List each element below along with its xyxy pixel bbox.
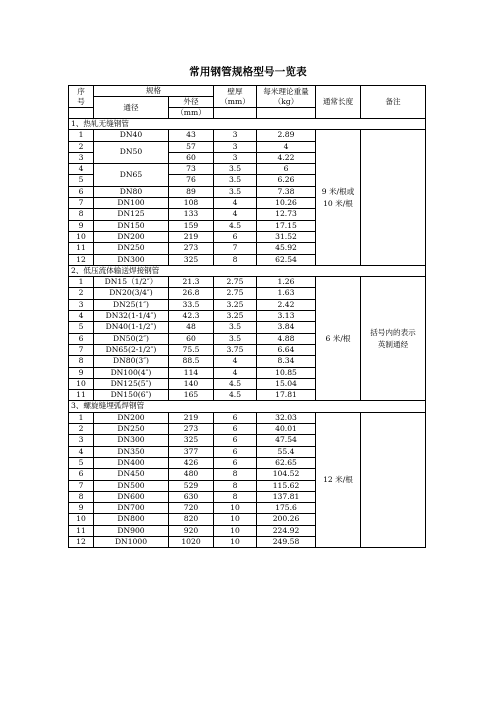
outer-diameter: 165 — [169, 390, 214, 401]
outer-diameter: 140 — [169, 378, 214, 389]
nominal-diameter: DN20(3/4″) — [94, 288, 169, 299]
weight-per-meter: 2.42 — [257, 299, 316, 310]
row-number: 9 — [69, 220, 94, 231]
section-header-row — [69, 401, 426, 412]
row-number: 9 — [69, 367, 94, 378]
weight-per-meter: 3.84 — [257, 322, 316, 333]
weight-per-meter: 200.26 — [257, 514, 316, 525]
wall-thickness: 10 — [214, 514, 257, 525]
nominal-diameter: DN80(3″) — [94, 356, 169, 367]
wall-thickness: 10 — [214, 525, 257, 536]
outer-diameter: 273 — [169, 424, 214, 435]
nominal-diameter: DN400 — [94, 457, 169, 468]
outer-diameter: 89 — [169, 186, 214, 197]
weight-per-meter: 4.88 — [257, 333, 316, 344]
nominal-diameter: DN500 — [94, 480, 169, 491]
row-number: 7 — [69, 198, 94, 209]
row-number: 2 — [69, 141, 94, 152]
weight-per-meter: 6.64 — [257, 344, 316, 355]
outer-diameter: 43 — [169, 130, 214, 141]
wall-thickness: 10 — [214, 536, 257, 547]
row-number: 6 — [69, 469, 94, 480]
row-number: 7 — [69, 344, 94, 355]
row-number: 10 — [69, 378, 94, 389]
nominal-diameter: DN40(1-1/2″) — [94, 322, 169, 333]
wall-thickness: 6 — [214, 435, 257, 446]
row-number: 10 — [69, 514, 94, 525]
wall-thickness: 6 — [214, 457, 257, 468]
outer-diameter: 480 — [169, 469, 214, 480]
weight-per-meter: 104.52 — [257, 469, 316, 480]
nominal-diameter: DN450 — [94, 469, 169, 480]
wall-thickness: 2.75 — [214, 277, 257, 288]
header-od-unit: （mm） — [169, 108, 214, 119]
nominal-diameter: DN600 — [94, 491, 169, 502]
header-weight: 每米理论重量 （kg） — [257, 86, 316, 108]
outer-diameter: 630 — [169, 491, 214, 502]
wall-thickness: 4.5 — [214, 390, 257, 401]
weight-per-meter: 3.13 — [257, 311, 316, 322]
row-number: 3 — [69, 299, 94, 310]
row-number: 9 — [69, 503, 94, 514]
weight-per-meter: 4 — [257, 141, 316, 152]
row-number: 1 — [69, 130, 94, 141]
section-header-row — [69, 265, 426, 276]
weight-per-meter: 249.58 — [257, 536, 316, 547]
steel-pipe-table — [68, 85, 426, 548]
page-title: 常用钢管规格型号一览表 — [189, 66, 307, 78]
wall-thickness: 4 — [214, 367, 257, 378]
section-title: 2、低压流体输送焊接钢管 — [69, 265, 426, 276]
row-number: 11 — [69, 243, 94, 254]
nominal-diameter: DN32(1-1/4″) — [94, 311, 169, 322]
wall-thickness: 3.5 — [214, 186, 257, 197]
nominal-diameter: DN150(6″) — [94, 390, 169, 401]
outer-diameter: 21.3 — [169, 277, 214, 288]
weight-per-meter: 15.04 — [257, 378, 316, 389]
row-number: 4 — [69, 311, 94, 322]
wall-thickness: 3.25 — [214, 299, 257, 310]
header-empty-seq — [69, 108, 94, 119]
weight-per-meter: 55.4 — [257, 446, 316, 457]
outer-diameter: 426 — [169, 457, 214, 468]
outer-diameter: 108 — [169, 198, 214, 209]
wall-thickness: 10 — [214, 503, 257, 514]
outer-diameter: 114 — [169, 367, 214, 378]
nominal-diameter: DN900 — [94, 525, 169, 536]
row-number: 11 — [69, 525, 94, 536]
wall-thickness: 4 — [214, 356, 257, 367]
outer-diameter: 33.5 — [169, 299, 214, 310]
row-number: 3 — [69, 435, 94, 446]
remark — [361, 130, 426, 266]
outer-diameter: 325 — [169, 254, 214, 265]
weight-per-meter: 17.81 — [257, 390, 316, 401]
outer-diameter: 529 — [169, 480, 214, 491]
outer-diameter: 325 — [169, 435, 214, 446]
usual-length: 12 米/根 — [316, 412, 361, 548]
header-nominal: 通径 — [94, 97, 169, 119]
outer-diameter: 159 — [169, 220, 214, 231]
weight-per-meter: 47.54 — [257, 435, 316, 446]
nominal-diameter: DN700 — [94, 503, 169, 514]
weight-per-meter: 12.73 — [257, 209, 316, 220]
weight-per-meter: 175.6 — [257, 503, 316, 514]
row-number: 1 — [69, 412, 94, 423]
weight-per-meter: 10.26 — [257, 198, 316, 209]
outer-diameter: 920 — [169, 525, 214, 536]
weight-per-meter: 224.92 — [257, 525, 316, 536]
row-number: 6 — [69, 333, 94, 344]
row-number: 11 — [69, 390, 94, 401]
wall-thickness: 2.75 — [214, 288, 257, 299]
row-number: 5 — [69, 457, 94, 468]
row-number: 7 — [69, 480, 94, 491]
nominal-diameter: DN15（1/2″） — [94, 277, 169, 288]
outer-diameter: 273 — [169, 243, 214, 254]
nominal-diameter: DN80 — [94, 186, 169, 197]
weight-per-meter: 1.26 — [257, 277, 316, 288]
wall-thickness: 3 — [214, 130, 257, 141]
weight-per-meter: 31.52 — [257, 231, 316, 242]
row-number: 8 — [69, 209, 94, 220]
weight-per-meter: 6.26 — [257, 175, 316, 186]
outer-diameter: 219 — [169, 231, 214, 242]
wall-thickness: 4.5 — [214, 378, 257, 389]
wall-thickness: 3.25 — [214, 311, 257, 322]
weight-per-meter: 2.89 — [257, 130, 316, 141]
weight-per-meter: 40.01 — [257, 424, 316, 435]
weight-per-meter: 32.03 — [257, 412, 316, 423]
weight-per-meter: 17.15 — [257, 220, 316, 231]
header-empty-wall — [214, 108, 257, 119]
usual-length: 9 米/根或 10 米/根 — [316, 130, 361, 266]
outer-diameter: 75.5 — [169, 344, 214, 355]
weight-per-meter: 7.38 — [257, 186, 316, 197]
outer-diameter: 377 — [169, 446, 214, 457]
row-number: 4 — [69, 164, 94, 175]
wall-thickness: 6 — [214, 424, 257, 435]
outer-diameter: 219 — [169, 412, 214, 423]
nominal-diameter: DN25(1″) — [94, 299, 169, 310]
header-od: 外径 — [169, 97, 214, 108]
table-row — [69, 412, 426, 423]
row-number: 5 — [69, 322, 94, 333]
section-title: 1、热轧无缝钢管 — [69, 119, 426, 130]
wall-thickness: 3 — [214, 152, 257, 163]
usual-length: 6 米/根 — [316, 277, 361, 401]
wall-thickness: 7 — [214, 243, 257, 254]
row-number: 2 — [69, 424, 94, 435]
row-number: 8 — [69, 356, 94, 367]
outer-diameter: 48 — [169, 322, 214, 333]
outer-diameter: 73 — [169, 164, 214, 175]
header-seq: 序 号 — [69, 86, 94, 108]
nominal-diameter: DN150 — [94, 220, 169, 231]
nominal-diameter: DN800 — [94, 514, 169, 525]
weight-per-meter: 45.92 — [257, 243, 316, 254]
row-number: 1 — [69, 277, 94, 288]
table-row — [69, 130, 426, 141]
wall-thickness: 4 — [214, 198, 257, 209]
nominal-diameter: DN300 — [94, 254, 169, 265]
table-row — [69, 277, 426, 288]
nominal-diameter: DN1000 — [94, 536, 169, 547]
wall-thickness: 8 — [214, 480, 257, 491]
weight-per-meter: 6 — [257, 164, 316, 175]
nominal-diameter: DN200 — [94, 412, 169, 423]
outer-diameter: 88.5 — [169, 356, 214, 367]
remark — [361, 412, 426, 548]
weight-per-meter: 137.81 — [257, 491, 316, 502]
wall-thickness: 3.5 — [214, 322, 257, 333]
nominal-diameter: DN50 — [94, 141, 169, 164]
header-row-1 — [69, 86, 426, 97]
nominal-diameter: DN200 — [94, 231, 169, 242]
nominal-diameter: DN100(4″) — [94, 367, 169, 378]
wall-thickness: 8 — [214, 254, 257, 265]
outer-diameter: 720 — [169, 503, 214, 514]
header-length: 通常长度 — [316, 86, 361, 119]
wall-thickness: 8 — [214, 469, 257, 480]
nominal-diameter: DN125 — [94, 209, 169, 220]
weight-per-meter: 115.62 — [257, 480, 316, 491]
nominal-diameter: DN100 — [94, 198, 169, 209]
row-number: 10 — [69, 231, 94, 242]
wall-thickness: 6 — [214, 231, 257, 242]
nominal-diameter: DN40 — [94, 130, 169, 141]
weight-per-meter: 62.65 — [257, 457, 316, 468]
wall-thickness: 8 — [214, 491, 257, 502]
outer-diameter: 133 — [169, 209, 214, 220]
outer-diameter: 1020 — [169, 536, 214, 547]
row-number: 12 — [69, 536, 94, 547]
outer-diameter: 76 — [169, 175, 214, 186]
row-number: 12 — [69, 254, 94, 265]
nominal-diameter: DN250 — [94, 243, 169, 254]
row-number: 6 — [69, 186, 94, 197]
outer-diameter: 60 — [169, 152, 214, 163]
nominal-diameter: DN250 — [94, 424, 169, 435]
weight-per-meter: 1.63 — [257, 288, 316, 299]
wall-thickness: 3.5 — [214, 164, 257, 175]
nominal-diameter: DN65 — [94, 164, 169, 187]
nominal-diameter: DN50(2″) — [94, 333, 169, 344]
weight-per-meter: 62.54 — [257, 254, 316, 265]
header-remark: 备注 — [361, 86, 426, 119]
nominal-diameter: DN300 — [94, 435, 169, 446]
row-number: 2 — [69, 288, 94, 299]
nominal-diameter: DN65(2-1/2″) — [94, 344, 169, 355]
wall-thickness: 3 — [214, 141, 257, 152]
section-title: 3、螺旋缝埋弧焊钢管 — [69, 401, 426, 412]
row-number: 5 — [69, 175, 94, 186]
weight-per-meter: 8.34 — [257, 356, 316, 367]
outer-diameter: 60 — [169, 333, 214, 344]
weight-per-meter: 4.22 — [257, 152, 316, 163]
wall-thickness: 6 — [214, 412, 257, 423]
nominal-diameter: DN125(5″) — [94, 378, 169, 389]
row-number: 3 — [69, 152, 94, 163]
remark: 括号内的表示 英制通经 — [361, 277, 426, 401]
nominal-diameter: DN350 — [94, 446, 169, 457]
wall-thickness: 3.5 — [214, 333, 257, 344]
outer-diameter: 26.8 — [169, 288, 214, 299]
wall-thickness: 6 — [214, 446, 257, 457]
wall-thickness: 3.5 — [214, 175, 257, 186]
outer-diameter: 42.3 — [169, 311, 214, 322]
wall-thickness: 4 — [214, 209, 257, 220]
weight-per-meter: 10.85 — [257, 367, 316, 378]
section-header-row — [69, 119, 426, 130]
wall-thickness: 4.5 — [214, 220, 257, 231]
header-wall: 壁厚 （mm） — [214, 86, 257, 108]
row-number: 4 — [69, 446, 94, 457]
row-number: 8 — [69, 491, 94, 502]
outer-diameter: 57 — [169, 141, 214, 152]
outer-diameter: 820 — [169, 514, 214, 525]
header-empty-weight — [257, 108, 316, 119]
header-spec: 规格 — [94, 86, 214, 97]
wall-thickness: 3.75 — [214, 344, 257, 355]
